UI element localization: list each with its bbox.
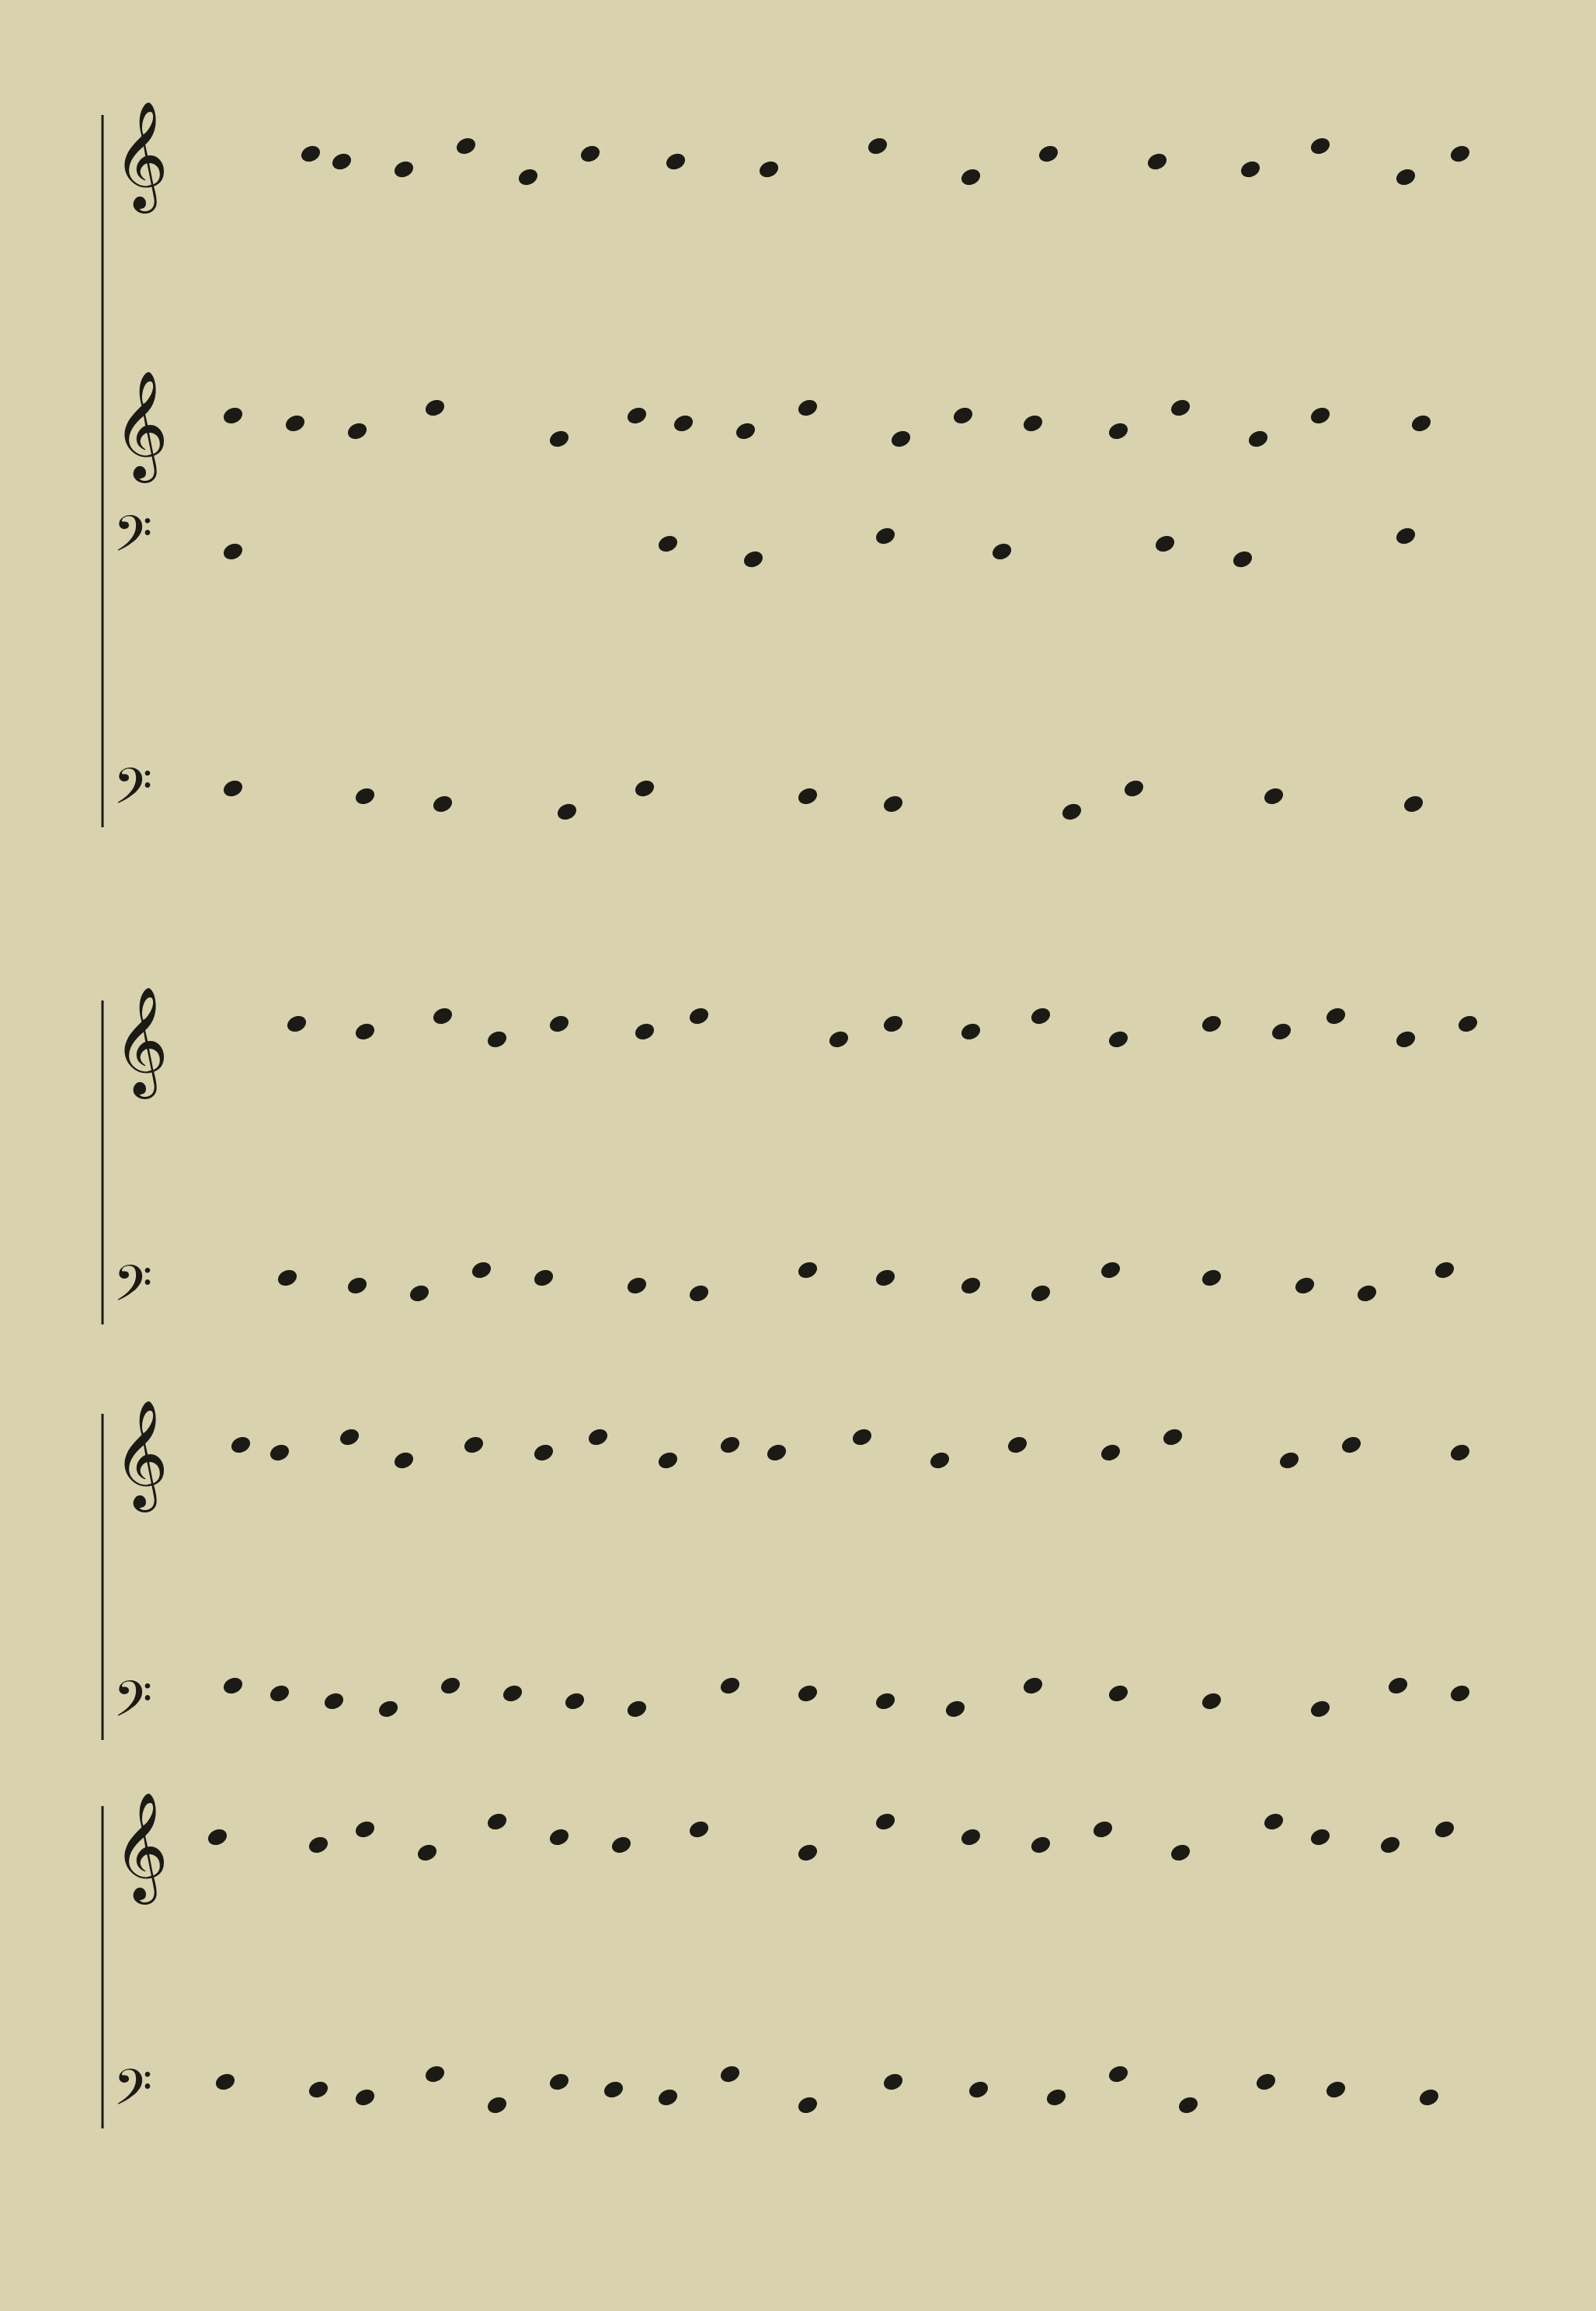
note: [1163, 1428, 1184, 1446]
note: [534, 1269, 555, 1287]
note: [231, 1436, 252, 1454]
note: [355, 1022, 376, 1041]
note: [425, 399, 446, 417]
treble-clef-icon: 𝄞: [113, 371, 169, 479]
note: [829, 1030, 850, 1049]
note: [301, 144, 322, 163]
note: [798, 787, 819, 806]
note: [1031, 1836, 1052, 1854]
note: [223, 542, 244, 561]
note: [720, 1436, 741, 1454]
note: [875, 1269, 896, 1287]
note: [378, 1700, 399, 1718]
note: [1170, 1843, 1191, 1862]
note: [852, 1428, 873, 1446]
note: [1108, 1684, 1129, 1703]
treble-clef-icon: 𝄞: [113, 1400, 169, 1508]
note: [1357, 1284, 1378, 1303]
bass-clef-icon: 𝄢: [113, 2059, 153, 2129]
note: [658, 1451, 679, 1470]
note: [518, 168, 539, 186]
prev-sys2-verse3: [190, 697, 318, 756]
note: [953, 406, 974, 425]
note: [759, 160, 780, 179]
note: [720, 2065, 741, 2083]
note: [287, 1015, 308, 1033]
note: [1233, 550, 1254, 569]
note: [1124, 779, 1145, 798]
note: [689, 1007, 710, 1025]
note: [689, 1820, 710, 1839]
note: [798, 399, 819, 417]
note: [1295, 1276, 1316, 1295]
note: [1147, 152, 1168, 171]
note: [1264, 1812, 1285, 1831]
note: [332, 152, 353, 171]
note: [798, 1684, 819, 1703]
note: [308, 2080, 329, 2099]
note: [1108, 422, 1129, 440]
note: [627, 406, 648, 425]
note: [673, 414, 694, 433]
note: [1178, 2096, 1199, 2114]
note: [798, 2096, 819, 2114]
note: [1310, 406, 1331, 425]
note: [1201, 1269, 1222, 1287]
note: [471, 1261, 492, 1279]
note: [580, 144, 601, 163]
note: [207, 1828, 228, 1846]
treble-clef-icon: 𝄞: [113, 987, 169, 1095]
note: [1434, 1261, 1455, 1279]
note: [1240, 160, 1261, 179]
note: [1411, 414, 1432, 433]
note: [611, 1836, 632, 1854]
note: [269, 1684, 290, 1703]
note: [1310, 1700, 1331, 1718]
note: [1031, 1284, 1052, 1303]
note: [1031, 1007, 1052, 1025]
note: [409, 1284, 430, 1303]
note: [223, 1676, 244, 1695]
note: [355, 787, 376, 806]
note: [1023, 1676, 1044, 1695]
note: [308, 1836, 329, 1854]
note: [992, 542, 1013, 561]
note: [798, 1261, 819, 1279]
note: [627, 1276, 648, 1295]
note: [440, 1676, 461, 1695]
note: [798, 1843, 819, 1862]
bass-clef-icon: 𝄢: [113, 1255, 153, 1325]
bass-clef-icon: 𝄢: [113, 758, 153, 828]
note: [487, 1812, 508, 1831]
note: [666, 152, 687, 171]
note: [1388, 1676, 1409, 1695]
note: [534, 1443, 555, 1462]
note: [1201, 1692, 1222, 1711]
note: [347, 422, 368, 440]
note: [658, 2088, 679, 2107]
note: [689, 1284, 710, 1303]
note: [487, 2096, 508, 2114]
treble-clef-icon: 𝄞: [113, 101, 169, 209]
note: [1271, 1022, 1292, 1041]
note: [1248, 430, 1269, 448]
note: [1023, 414, 1044, 433]
note: [767, 1443, 788, 1462]
note: [961, 1828, 982, 1846]
note: [875, 1812, 896, 1831]
note: [1396, 527, 1417, 545]
note: [1155, 534, 1176, 553]
note: [549, 1828, 570, 1846]
note: [1101, 1443, 1121, 1462]
note: [215, 2073, 236, 2091]
note: [1380, 1836, 1401, 1854]
note: [223, 779, 244, 798]
note: [433, 1007, 454, 1025]
note: [961, 1022, 982, 1041]
note: [891, 430, 912, 448]
note: [1201, 1015, 1222, 1033]
note: [627, 1700, 648, 1718]
note: [720, 1676, 741, 1695]
note: [1170, 399, 1191, 417]
note: [743, 550, 764, 569]
note: [1403, 795, 1424, 813]
treble-clef-icon: 𝄞: [113, 1792, 169, 1900]
note: [565, 1692, 586, 1711]
note: [875, 1692, 896, 1711]
note: [945, 1700, 966, 1718]
note: [1264, 787, 1285, 806]
note: [875, 527, 896, 545]
note: [394, 160, 415, 179]
note: [355, 2088, 376, 2107]
note: [1341, 1436, 1362, 1454]
note: [1310, 1828, 1331, 1846]
note: [1396, 1030, 1417, 1049]
note: [968, 2080, 989, 2099]
note: [1310, 137, 1331, 155]
prev-sys1-verse3: [210, 318, 388, 378]
note: [277, 1269, 298, 1287]
note: [1450, 1684, 1471, 1703]
note: [1038, 144, 1059, 163]
note: [557, 802, 578, 821]
note: [1046, 2088, 1067, 2107]
note: [1434, 1820, 1455, 1839]
note: [549, 2073, 570, 2091]
note: [1458, 1015, 1479, 1033]
note: [883, 1015, 904, 1033]
note: [1450, 144, 1471, 163]
note: [223, 406, 244, 425]
note: [549, 430, 570, 448]
note: [433, 795, 454, 813]
note: [417, 1843, 438, 1862]
bass-clef-icon: 𝄢: [113, 506, 153, 576]
note: [930, 1451, 951, 1470]
note: [269, 1443, 290, 1462]
note: [1326, 2080, 1347, 2099]
note: [1450, 1443, 1471, 1462]
note: [883, 2073, 904, 2091]
note: [355, 1820, 376, 1839]
note: [487, 1030, 508, 1049]
note: [603, 2080, 624, 2099]
note: [324, 1692, 345, 1711]
note: [1062, 802, 1083, 821]
note: [549, 1015, 570, 1033]
bass-clef-icon: 𝄢: [113, 1671, 153, 1741]
note: [658, 534, 679, 553]
note: [339, 1428, 360, 1446]
note: [735, 422, 756, 440]
note: [1279, 1451, 1300, 1470]
note: [635, 1022, 655, 1041]
note: [1101, 1261, 1121, 1279]
note: [1326, 1007, 1347, 1025]
note: [868, 137, 888, 155]
note: [1007, 1436, 1028, 1454]
note: [635, 779, 655, 798]
note: [961, 168, 982, 186]
note: [1108, 2065, 1129, 2083]
note: [1396, 168, 1417, 186]
note: [456, 137, 477, 155]
note: [347, 1276, 368, 1295]
note: [502, 1684, 523, 1703]
note: [588, 1428, 609, 1446]
note: [394, 1451, 415, 1470]
note: [285, 414, 306, 433]
note: [1256, 2073, 1277, 2091]
note: [961, 1276, 982, 1295]
note: [1108, 1030, 1129, 1049]
note: [425, 2065, 446, 2083]
note: [464, 1436, 485, 1454]
note: [1419, 2088, 1440, 2107]
note: [883, 795, 904, 813]
note: [1093, 1820, 1114, 1839]
